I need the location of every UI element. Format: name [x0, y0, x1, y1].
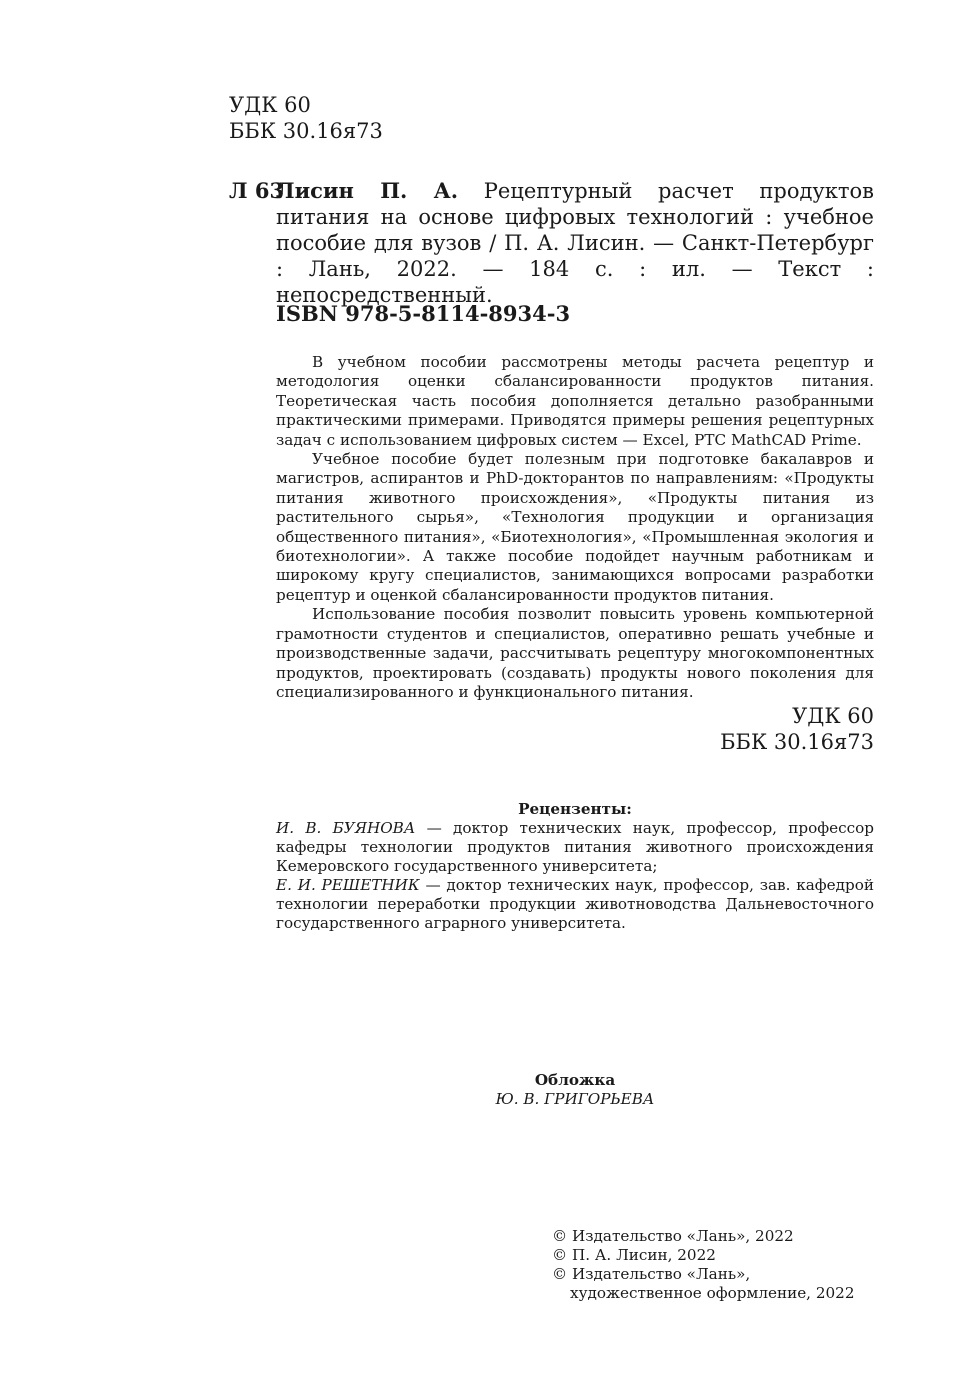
- annotation-paragraph: Учебное пособие будет полезным при подготовке бакалавров и магистров, аспирантов и PhD-докторантов по направлениям: «Продукты питания животного происхождения», «Продукты питания из растительного сырья», «Технология продукции и организация общественного питания», «Биотехнология», «Промышленная экология и биотехнологии». А также пособие подойдет научным работникам и широкому кругу специалистов, занимающихся вопросами разработки рецептур и оценкой сбалансированности продуктов питания.: [276, 450, 874, 604]
- classification-block-right: [720, 703, 874, 755]
- reviewer-details: — доктор технических наук, профессор, зав. кафедрой технологии переработки продукции животноводства Дальневосточного государственного аграрного университета.: [276, 876, 874, 932]
- copyright-line: © Издательство «Лань»,: [552, 1265, 751, 1283]
- annotation-paragraph: В учебном пособии рассмотрены методы расчета рецептур и методология оценки сбалансированности продуктов питания. Теоретическая часть пособия дополняется детально разобранными практическими примерами. Приводятся примеры решения рецептурных задач с использованием цифровых систем — Excel, PTC MathCAD Prime.: [276, 353, 874, 449]
- reviewers-heading: Рецензенты:: [518, 800, 632, 818]
- copyright-line: © Издательство «Лань», 2022: [552, 1227, 794, 1245]
- annotation-paragraph: Использование пособия позволит повысить уровень компьютерной грамотности студентов и специалистов, оперативно решать учебные и производственные задачи, рассчитывать рецептуру многокомпонентных продуктов, проектировать (создавать) продукты нового поколения для специализированного и функционального питания.: [276, 605, 874, 701]
- cover-credit: [276, 1071, 874, 1109]
- reviewer-name: И. В. БУЯНОВА: [276, 819, 416, 837]
- reviewer-name: Е. И. РЕШЕТНИК: [276, 876, 420, 894]
- isbn: ISBN 978-5-8114-8934-3: [276, 301, 571, 326]
- bbk-code: ББК 30.16я73: [720, 730, 874, 754]
- classification-block-top: [229, 92, 383, 144]
- copyright-block: [552, 1227, 855, 1303]
- reviewer-entry: [276, 819, 874, 876]
- author-name: Лисин П. А.: [276, 178, 459, 203]
- author-mark: Л 63: [229, 178, 285, 203]
- annotation: [276, 353, 874, 702]
- udk-code: УДК 60: [229, 93, 311, 117]
- reviewers-section: [276, 800, 874, 933]
- reviewer-entry: [276, 876, 874, 933]
- copyright-line: © П. А. Лисин, 2022: [552, 1246, 716, 1264]
- reviewer-details: — доктор технических наук, профессор, профессор кафедры технологии продуктов питания животного происхождения Кемеровского государственного университета;: [276, 819, 874, 875]
- udk-code: УДК 60: [792, 704, 874, 728]
- bibliographic-description: [276, 178, 874, 308]
- copyright-line: художественное оформление, 2022: [570, 1284, 855, 1302]
- bbk-code: ББК 30.16я73: [229, 119, 383, 143]
- cover-designer: Ю. В. ГРИГОРЬЕВА: [495, 1090, 655, 1108]
- book-description: Рецептурный расчет продуктов питания на основе цифровых технологий : учебное пособие для вузов / П. А. Лисин. — Санкт-Петербург : Лань, 2022. — 184 с. : ил. — Текст : непосредственный.: [276, 179, 874, 307]
- cover-label: Обложка: [534, 1071, 616, 1089]
